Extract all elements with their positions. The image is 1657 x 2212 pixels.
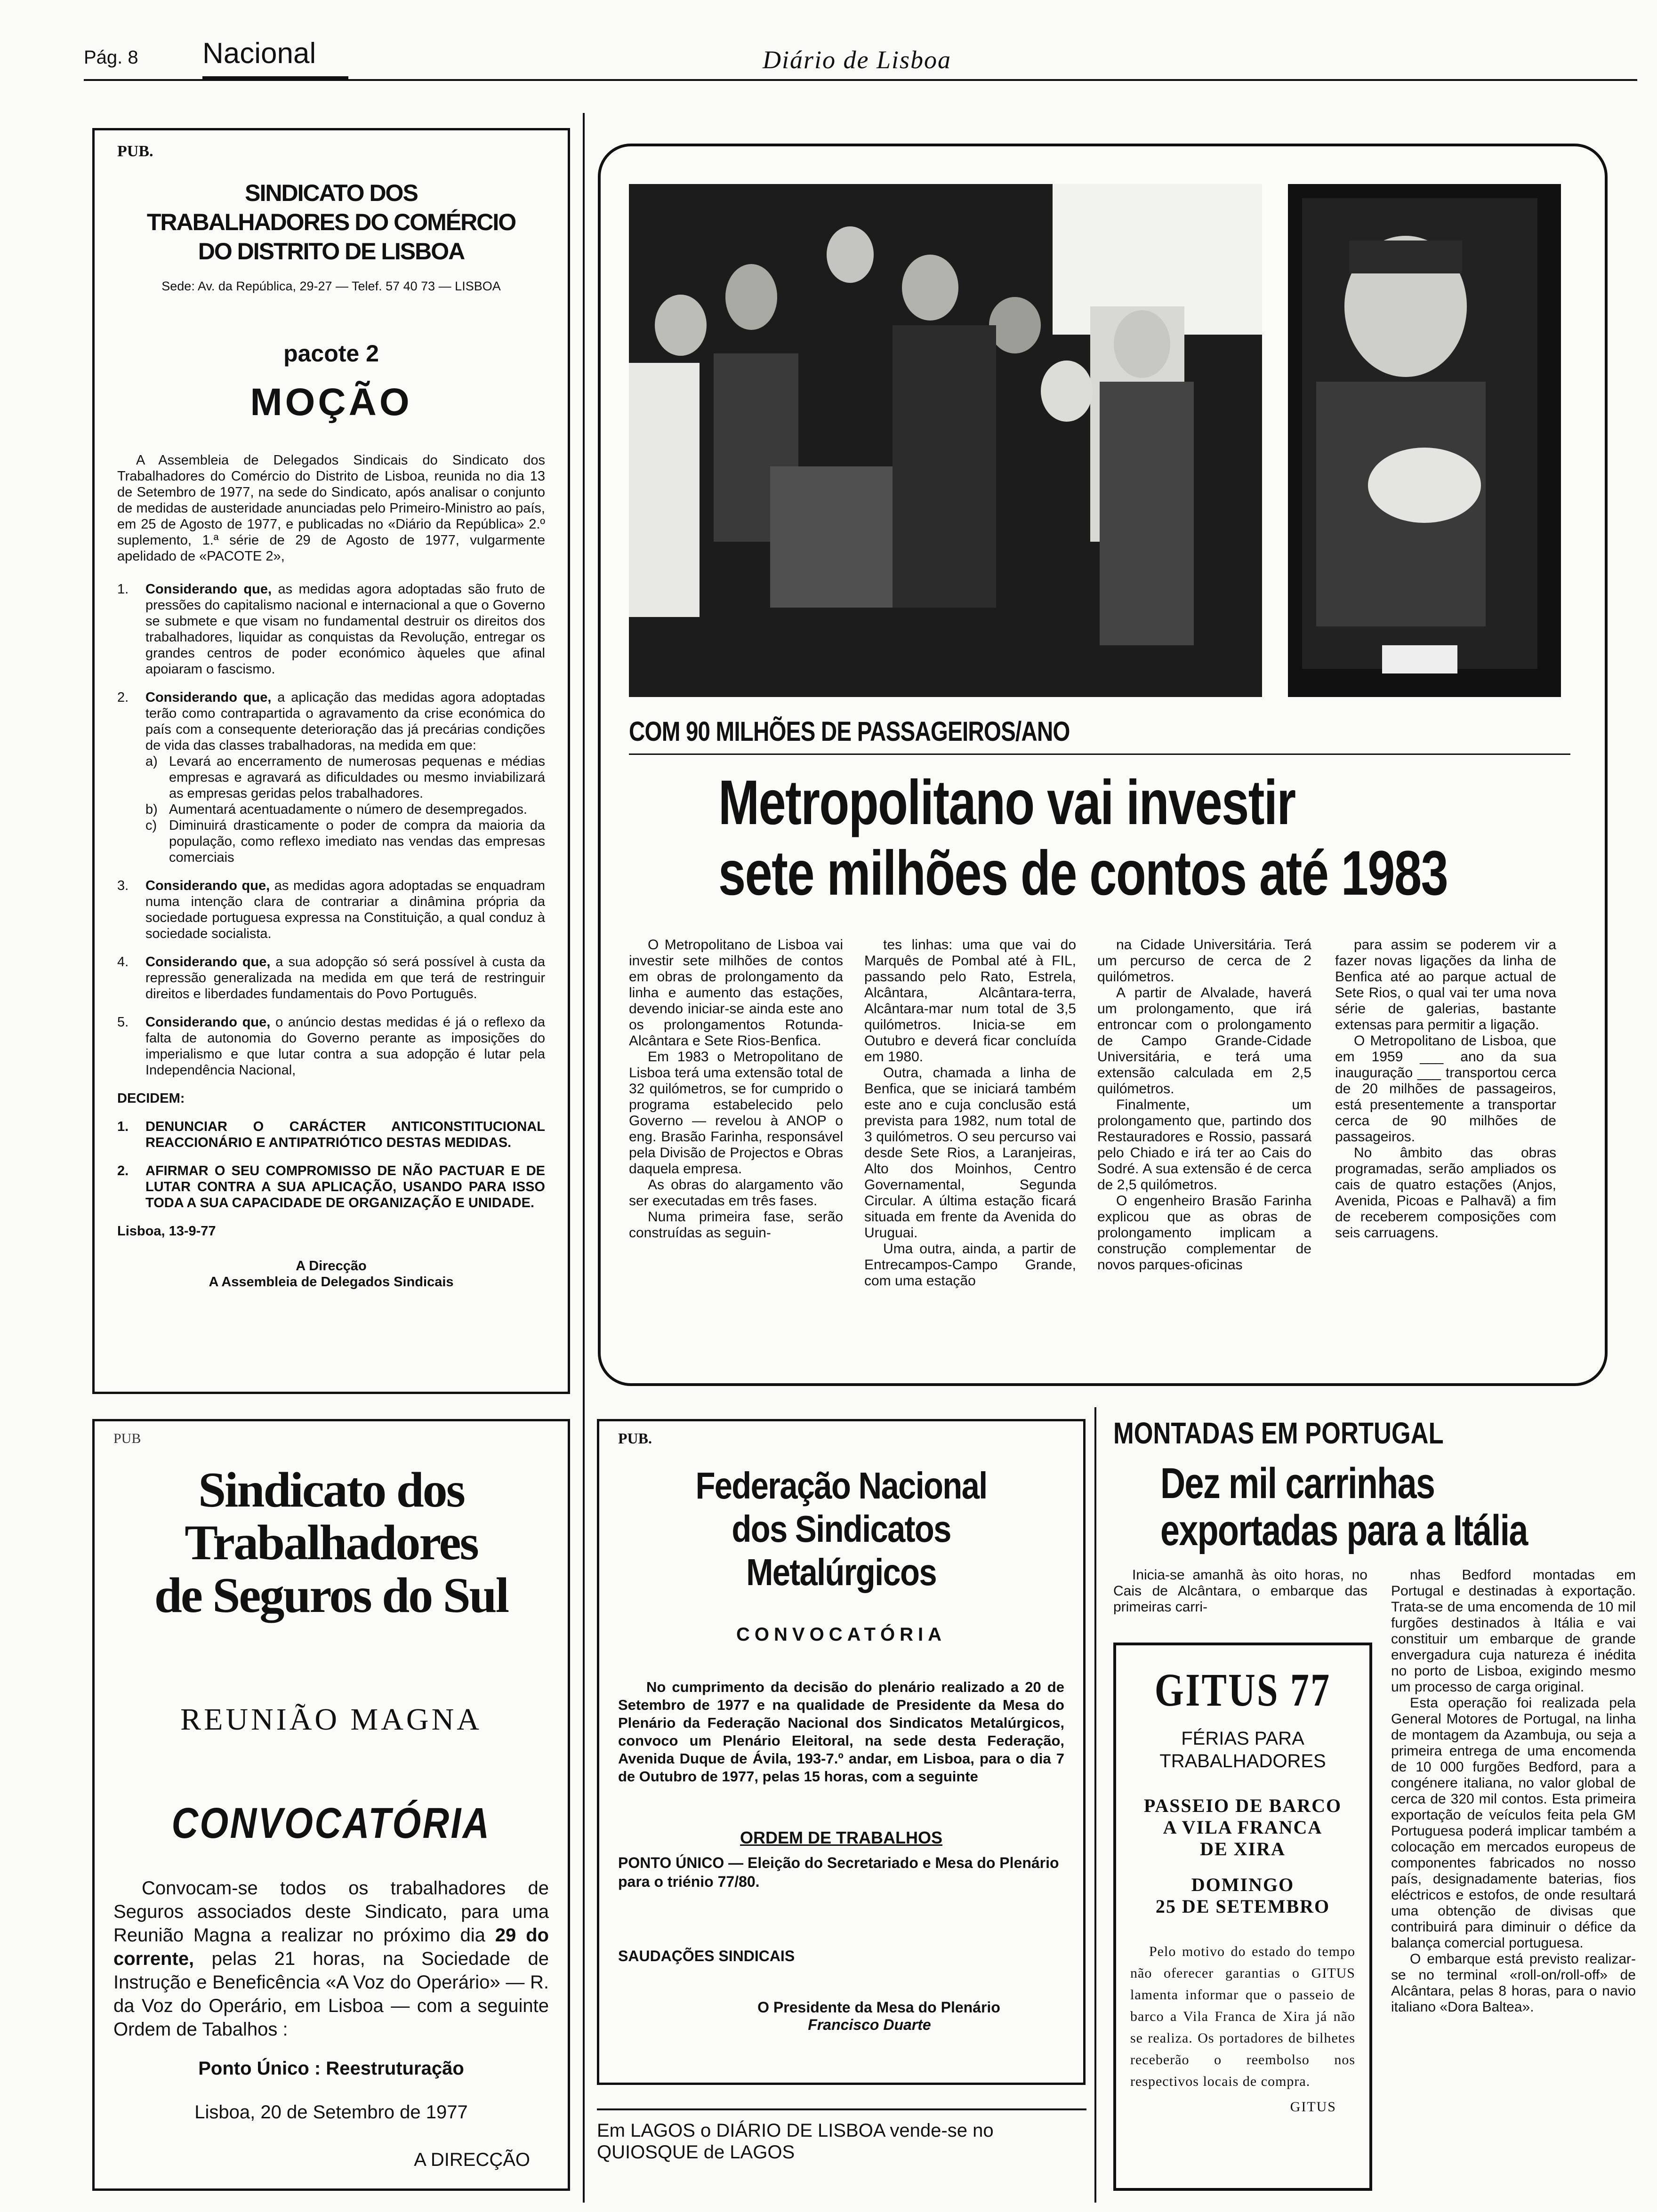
ad-subtitle: pacote 2 [283, 340, 379, 367]
page-number: Pág. 8 [84, 47, 138, 68]
column-divider [583, 113, 585, 2203]
header-rule-accent [202, 76, 348, 81]
article-headline: Dez mil carrinhas exportadas para a Itália [1160, 1459, 1528, 1555]
newspaper-name: Diário de Lisboa [763, 46, 952, 74]
ad-sindicato-seguros [92, 1419, 570, 2191]
ad-body: No cumprimento da decisão do plenário realizado a 20 de Setembro de 1977 e na qualidade de Presidente da Mesa do Plenário da Federação Nacional dos Sindicatos Metalúrgicos, convoco um Plenário Eleitoral, na sede desta Federação, Avenida Duque de Ávila, 193-7.º andar, em Lisboa, para o dia 7 de Outubro de 1977, pelas 15 horas, com a seguinte [618, 1679, 1064, 1785]
photo-crowd-image [629, 184, 1262, 697]
list-item: 1. DENUNCIAR O CARÁCTER ANTICONSTITUCIONAL REACCIONÁRIO E ANTIPATRIÓTICO DESTAS MEDIDAS. [117, 1119, 545, 1150]
article-column-3: na Cidade Universitária. Terá um percurso de cerca de 2 quilómetros. A partir de Alvalade, haverá um prolongamento, que irá entroncar com o prolongamento de Campo Grande-Cidade Universitária, e terá uma extensão calculada em 2,5 quilómetros. Finalmente, um prolongamento que, partindo dos Restauradores e Rossio, passará pelo Chiado e irá ter ao Cais do Sodré. A sua extensão é de cerca de 2,5 quilómetros. O engenheiro Brasão Farinha explicou que as obras de prolongamento implicam a construção complementar de novos parques-oficinas [1097, 937, 1311, 1273]
article-metropolitano [598, 144, 1608, 1386]
list-item: 3. Considerando que, as medidas agora adoptadas se enquadram numa intenção clara de contrariar a dinâmina própria da sociedade portuguesa expressa na Constituição, a qual conduz à sociedade socialista. [117, 878, 545, 941]
signature: A Assembleia de Delegados Sindicais [209, 1274, 454, 1290]
ad-heading: MOÇÃO [250, 381, 412, 424]
notice-lagos: Em LAGOS o DIÁRIO DE LISBOA vende-se no QUIOSQUE de LAGOS [597, 2108, 1086, 2163]
ad-title: SINDICATO DOS TRABALHADORES DO COMÉRCIO DO DISTRITO DE LISBOA [146, 180, 516, 264]
list-item: c) Diminuirá drasticamente o poder de compra da maioria da população, como reflexo imediato nas vendas das empresas comerciais [145, 818, 545, 865]
article-column-4: para assim se poderem vir a fazer novas ligações da linha de Benfica até ao parque actual de Sete Rios, o qual vai ter uma nova série de galerias, bastante extensas para permitir a ligação. O Metropolitano de Lisboa, que em 1959 ___ ano da sua inauguração ___ transportou cerca de 20 milhões de passageiros, está presentemente a transportar cerca de 90 milhões de passageiros. No âmbito das obras programadas, serão ampliados os cais de quatro estações (Anjos, Avenida, Picoas e Palhavã) a fim de receberem composições com seis carruagens. [1335, 937, 1556, 1241]
list-item: 2. Considerando que, a aplicação das medidas agora adoptadas terão como contrapartida o agravamento da crise económica do país com a consequente deterioração das já precárias condições de vida das classes trabalhadoras, na medida em que: a) Levará ao encerramento de numerosas pequenas e médias empresas e agravará as dificuldades ou mesmo inviabilizará as empresas geridas pelos trabalhadores. b) Aumentará acentuadamente o número de desempregados. c) Diminuirá drasticamente o poder de compra da maioria da população, como reflexo imediato nas vendas das empresas comerciais [117, 690, 545, 865]
ad-intro: A Assembleia de Delegados Sindicais do Sindicato dos Trabalhadores do Comércio do Distrito de Lisboa, reunida no dia 13 de Setembro de 1977, na sede do Sindicato, após analisar o conjunto de medidas de austeridade anunciadas pelo Primeiro-Ministro ao país, em 25 de Agosto de 1977, e publicadas no «Diário da República» 2.º suplemento, 1.ª série de 29 de Agosto de 1977, vulgarmente apelidado de «PACOTE 2», [117, 453, 545, 564]
ad-address: Sede: Av. da República, 29-27 — Telef. 57 40 73 — LISBOA [161, 279, 501, 293]
ad-title: Sindicato dos Trabalhadores de Seguros do Sul [154, 1462, 508, 1623]
article-rule [629, 753, 1570, 755]
greetings: SAUDAÇÕES SINDICAIS [618, 1948, 795, 1964]
article-column-2: nhas Bedford montadas em Portugal e destinadas à exportação. Trata-se de uma encomenda de 10 mil furgões destinados à Itália e vai constituir um embarque de grande envergadura cuja natureza é inédita no porto de Lisboa, exigindo mesmo um processo de carga original. Esta operação foi realizada pela General Motores de Portugal, na linha de montagem da Azambuja, ou seja a primeira entrega de uma encomenda de 10 000 furgões Bedford, para a congénere italiana, no valor global de cerca de 320 mil contos. Esta primeira exportação de veículos feita pela GM Portuguesa poderá implicar também a colocação em mercados europeus de componentes fabricados no nosso país, designadamente baterias, fios eléctricos e estofos, de onde resultará uma obtenção de divisas que contribuirá para diminuir o défice da balança comercial portuguesa. O embarque está previsto realizar-se no terminal «roll-on/roll-off» de Alcântara, pelas 8 horas, para o navio italiano «Dora Baltea». [1391, 1567, 1636, 2015]
place-date: Lisboa, 13-9-77 [117, 1224, 216, 1239]
signature-name: Francisco Duarte [808, 2016, 931, 2033]
page-header [0, 0, 1657, 89]
order-text: PONTO ÚNICO — Eleição do Secretariado e Mesa do Plenário para o triénio 77/80. [618, 1854, 1059, 1890]
column-divider [1094, 1407, 1096, 2203]
decidem-label: DECIDEM: [117, 1091, 185, 1106]
section-name: Nacional [202, 37, 316, 70]
ad-subtitle: REUNIÃO MAGNA [180, 1702, 482, 1737]
ad-tag: PUB. [117, 143, 153, 160]
list-item: b) Aumentará acentuadamente o número de desempregados. [145, 802, 527, 817]
ad-federacao-metalurgicos [597, 1419, 1086, 2085]
list-item: 4. Considerando que, a sua adopção só será possível à custa da repressão generalizada na medida em que terá de restringuir direitos e liberdades fundamentais do Povo Português. [117, 954, 545, 1002]
ad-point: Ponto Único : Reestruturação [198, 2058, 464, 2079]
ad-heading: CONVOCATÓRIA [171, 1799, 491, 1847]
ad-signature: A DIRECÇÃO [414, 2149, 530, 2170]
signature: A Direcção [296, 1258, 367, 1274]
considerations-list [117, 581, 545, 1078]
ad-date: DOMINGO 25 DE SETEMBRO [1155, 1874, 1330, 1917]
list-item: 1. Considerando que, as medidas agora adoptadas são fruto de pressões do capitalismo nacional e internacional a que o Governo se submete e que visam no fundamental destruir os direitos dos trabalhadores, liquidar as conquistas da Revolução, entregar os grandes centros de poder económico àqueles que afinal apoiaram o fascismo. [117, 582, 545, 677]
article-intro: Inicia-se amanhã às oito horas, no Cais de Alcântara, o embarque das primeiras carri- [1113, 1567, 1367, 1615]
ad-heading: CONVOCATÓRIA [736, 1624, 946, 1645]
list-item: 5. Considerando que, o anúncio destas medidas é já o reflexo da falta de autonomia do Governo perante as imposições do imperialismo e que lutar contra a sua adopção é lutar pela Independência Nacional, [117, 1015, 545, 1078]
order-title: ORDEM DE TRABALHOS [740, 1828, 942, 1847]
ad-title: GITUS 77 [1154, 1664, 1331, 1716]
list-item: 2. AFIRMAR O SEU COMPROMISSO DE NÃO PACTUAR E DE LUTAR CONTRA A SUA APLICAÇÃO, USANDO PARA ISSO TODA A SUA CAPACIDADE DE ORGANIZAÇÃO E UNIDADE. [117, 1163, 545, 1210]
ad-subtitle: FÉRIAS PARA TRABALHADORES [1159, 1728, 1326, 1771]
signature: O Presidente da Mesa do Plenário [757, 1999, 1000, 2016]
ad-sindicato-comercio [92, 128, 570, 1394]
ad-body: Convocam-se todos os trabalhadores de Seguros associados deste Sindicato, para uma Reunião Magna a realizar no próximo dia 29 do corrente, pelas 21 horas, na Sociedade de Instrução e Beneficência «A Voz do Operário» — R. da Voz do Operário, em Lisboa — com a seguinte Ordem de Tabalhos : [113, 1878, 549, 2040]
ad-date: Lisboa, 20 de Setembro de 1977 [194, 2102, 468, 2123]
ad-body: Pelo motivo do estado do tempo não oferecer garantias o GITUS lamenta informar que o passeio de barco a Vila Franca de Xira já não se realiza. Os portadores de bilhetes receberão o reembolso nos respectivos locais de compra. [1130, 1944, 1355, 2089]
article-kicker: MONTADAS EM PORTUGAL [1113, 1416, 1444, 1450]
ad-event: PASSEIO DE BARCO A VILA FRANCA DE XIRA [1143, 1795, 1342, 1859]
photo-crowd [629, 184, 1262, 697]
ad-tag: PUB [113, 1431, 141, 1446]
article-headline: Metropolitano vai investir sete milhões de contos até 1983 [718, 768, 1448, 908]
article-column-2: tes linhas: uma que vai do Marquês de Pombal até à FIL, passando pelo Rato, Estrela, Alcântara, Alcântara-terra, Alcântara-mar num total de 3,5 quilómetros. Inicia-se em Outubro e deverá ficar concluída em 1980. Outra, chamada a linha de Benfica, que se iniciará também este ano e cuja conclusão está prevista para 1982, num total de 3 quilómetros. O seu percurso vai desde Sete Rios, a Laranjeiras, Alto dos Moinhos, Centro Governamental, Segunda Circular. A última estação ficará situada em frente da Avenida do Uruguai. Uma outra, ainda, a partir de Entrecampos-Campo Grande, com uma estação [864, 937, 1076, 1289]
article-column-1: O Metropolitano de Lisboa vai investir sete milhões de contos em obras de prolongamento da linha e aumento das estações, devendo iniciar-se ainda este ano os prolongamentos Rotunda-Alcântara e Sete Rios-Benfica. Em 1983 o Metropolitano de Lisboa terá uma extensão total de 32 quilómetros, se for cumprido o programa estabelecido pelo Governo — revelou à ANOP o eng. Brasão Farinha, responsável pela Divisão de Projectos e Obras daquela empresa. As obras do alargamento vão ser executadas em três fases. Numa primeira fase, serão construídas as seguin- [629, 937, 843, 1241]
ad-tag: PUB. [618, 1430, 652, 1447]
article-bedford [1113, 1417, 1641, 2203]
decisions-list [117, 1119, 545, 1211]
list-item: a) Levará ao encerramento de numerosas pequenas e médias empresas e agravará as dificuldades ou mesmo inviabilizará as empresas geridas pelos trabalhadores. [145, 754, 545, 801]
photo-passenger [1288, 184, 1561, 697]
ad-gitus [1113, 1643, 1372, 2191]
photo-passenger-image [1288, 184, 1561, 697]
ad-title: Federação Nacional dos Sindicatos Metalúrgicos [695, 1465, 987, 1593]
article-kicker: COM 90 MILHÕES DE PASSAGEIROS/ANO [629, 716, 1070, 747]
ad-signature: GITUS [1290, 2099, 1336, 2115]
